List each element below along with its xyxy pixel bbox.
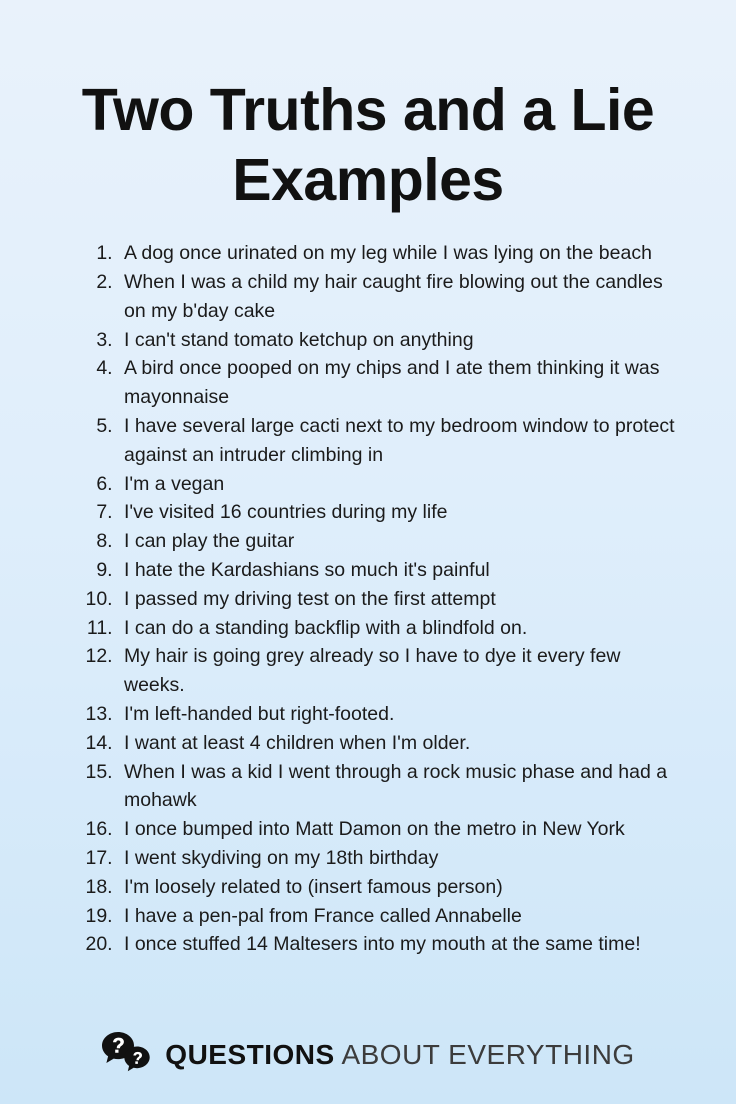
list-item: 7. I've visited 16 countries during my life [118,498,676,527]
list-item: 15. When I was a kid I went through a rock music phase and had a mohawk [118,758,676,816]
page-title: Two Truths and a Lie Examples [81,77,655,213]
list-item: 10. I passed my driving test on the first attempt [118,585,676,614]
list-item: 6. I'm a vegan [118,470,676,499]
brand-text-light: ABOUT EVERYTHING [334,1039,635,1070]
examples-list [72,239,676,959]
list-item: 11. I can do a standing backflip with a blindfold on. [118,614,676,643]
list-item: 19. I have a pen-pal from France called Annabelle [118,902,676,931]
examples-section [0,239,736,1020]
list-item: 2. When I was a child my hair caught fire blowing out the candles on my b'day cake [118,268,676,326]
list-item: 20. I once stuffed 14 Maltesers into my mouth at the same time! [118,930,676,959]
brand-text [165,1039,634,1071]
brand-text-bold: QUESTIONS [165,1039,335,1070]
list-item: 12. My hair is going grey already so I have to dye it every few weeks. [118,642,676,700]
list-item: 17. I went skydiving on my 18th birthday [118,844,676,873]
list-item: 5. I have several large cacti next to my bedroom window to protect against an intruder climbing in [118,412,676,470]
list-item: 8. I can play the guitar [118,527,676,556]
list-item: 16. I once bumped into Matt Damon on the metro in New York [118,815,676,844]
question-mark-bubbles-icon [101,1032,153,1078]
list-item: 13. I'm left-handed but right-footed. [118,700,676,729]
list-item: 18. I'm loosely related to (insert famous person) [118,873,676,902]
list-item: 4. A bird once pooped on my chips and I ate them thinking it was mayonnaise [118,354,676,412]
list-item: 14. I want at least 4 children when I'm older. [118,729,676,758]
footer-brand [0,1032,736,1104]
list-item: 9. I hate the Kardashians so much it's painful [118,556,676,585]
list-item: 1. A dog once urinated on my leg while I was lying on the beach [118,239,676,268]
list-item: 3. I can't stand tomato ketchup on anything [118,326,676,355]
